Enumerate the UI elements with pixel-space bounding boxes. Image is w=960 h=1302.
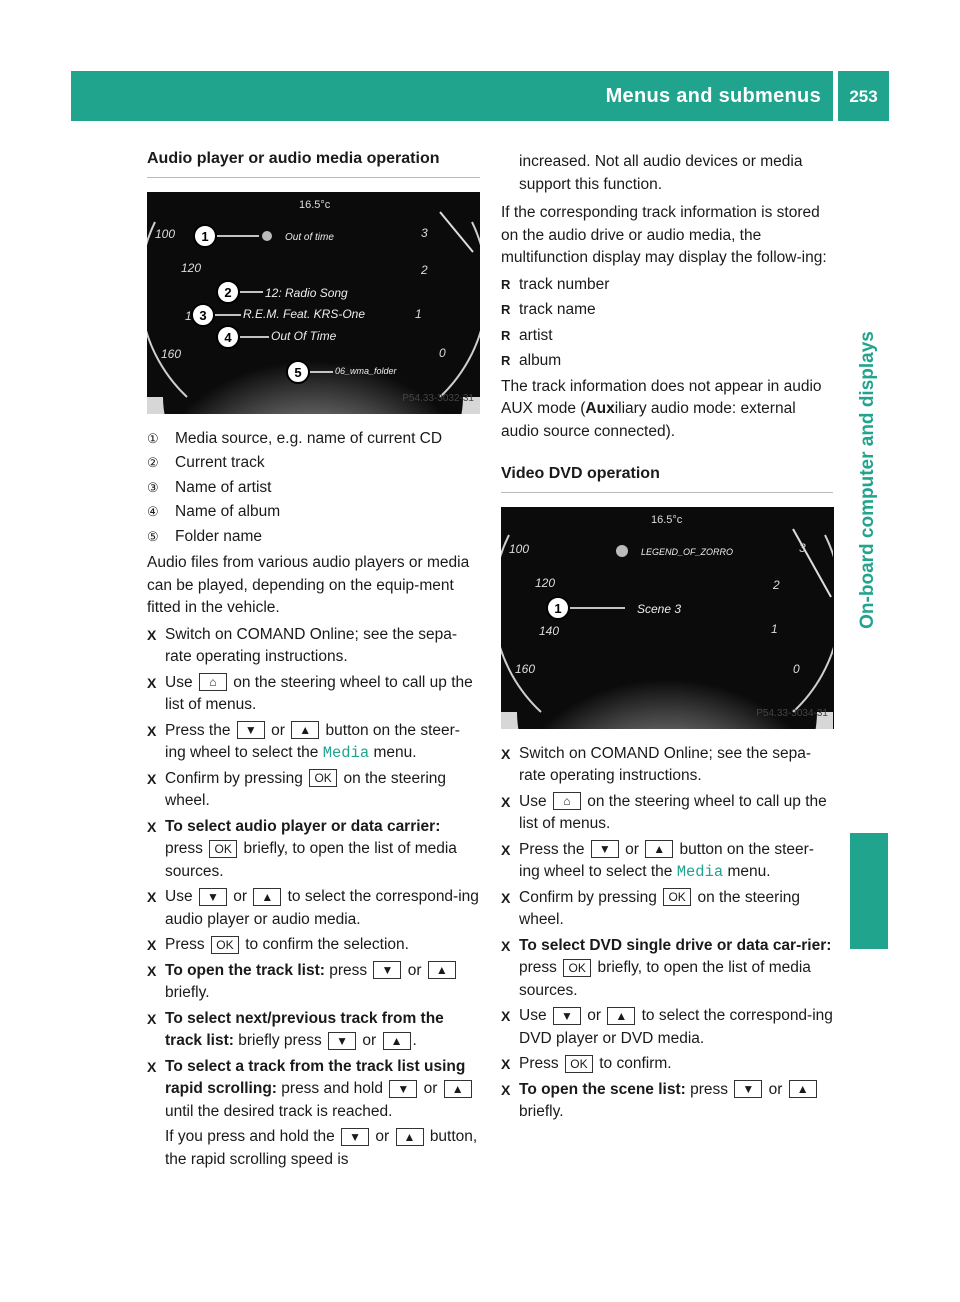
- down-arrow-icon: ▼: [734, 1080, 762, 1098]
- speed-label: 160: [515, 661, 536, 676]
- step: X To select next/previous track from the track list: briefly press ▼ or ▲ .: [147, 1009, 444, 1049]
- step-marker-icon: X: [501, 841, 511, 858]
- step-marker-icon: X: [147, 1058, 157, 1075]
- speed-label: 120: [535, 575, 556, 590]
- list-item: R track number: [501, 274, 833, 297]
- speed-label: 120: [181, 260, 202, 275]
- speed-label: 160: [161, 346, 182, 361]
- header-title: Menus and submenus: [605, 85, 821, 107]
- step: X To open the track list: press ▼ or ▲ briefly.: [147, 960, 480, 1005]
- up-arrow-icon: ▲: [253, 888, 281, 906]
- bullet-marker-icon: R: [501, 302, 511, 317]
- up-arrow-icon: ▲: [789, 1080, 817, 1098]
- callout-1: 1: [201, 228, 209, 244]
- display-line-album: Out Of Time: [271, 328, 337, 343]
- step-marker-icon: X: [501, 1056, 511, 1072]
- step-marker-icon: X: [147, 722, 157, 739]
- rpm-label: 2: [421, 262, 428, 277]
- step: X Confirm by pressing OK on the steering wheel.: [147, 769, 446, 809]
- step-marker-icon: X: [147, 962, 157, 979]
- info-paragraph: If the corresponding track information is stored on the audio drive or audio media, the multifunction display may display the follow-ing:: [501, 204, 827, 266]
- step-marker-icon: X: [501, 745, 511, 762]
- home-icon: ⌂: [553, 792, 581, 810]
- step-marker-icon: X: [147, 674, 157, 691]
- step: X To select DVD single drive or data car-rier: press OK briefly, to open the list of media sources.: [501, 936, 832, 999]
- rpm-label: 0: [793, 661, 800, 676]
- rpm-label: 1: [771, 621, 778, 636]
- step-marker-icon: X: [501, 793, 511, 810]
- step: X To select audio player or data carrier: press OK briefly, to open the list of media sources.: [147, 817, 457, 880]
- figure-video-display: [501, 507, 834, 729]
- step-marker-icon: X: [501, 937, 511, 954]
- legend-item: ④ Name of album: [147, 503, 281, 520]
- display-line-source: Out of time: [285, 231, 334, 243]
- up-arrow-icon: ▲: [428, 961, 456, 979]
- figure-audio-display: [147, 192, 480, 414]
- header-bar: [71, 71, 833, 121]
- step: X To select a track from the track list using rapid scrolling: press and hold ▼ or ▲ until the desired track is reached. If you press and hold the ▼ or ▲ button, the rapid scrolling speed is: [147, 1057, 478, 1168]
- step: X Press OK to confirm.: [501, 1053, 833, 1076]
- continued-text: increased. Not all audio devices or media support this function.: [519, 153, 803, 193]
- down-arrow-icon: ▼: [591, 840, 619, 858]
- callout-2: 2: [224, 284, 232, 300]
- step-marker-icon: X: [501, 1081, 511, 1098]
- temperature-readout: 16.5°c: [299, 198, 331, 211]
- up-arrow-icon: ▲: [396, 1128, 424, 1146]
- right-column: [501, 151, 833, 1127]
- legend-item: ⑤ Folder name: [147, 527, 263, 545]
- down-arrow-icon: ▼: [237, 721, 265, 739]
- step-marker-icon: X: [147, 818, 157, 835]
- disc-icon: [262, 231, 272, 241]
- step: X Press OK to confirm the selection.: [147, 934, 480, 957]
- step-marker-icon: X: [147, 770, 157, 787]
- down-arrow-icon: ▼: [553, 1007, 581, 1025]
- step: X Use ▼ or ▲ to select the correspond-ing DVD player or DVD media.: [501, 1007, 833, 1047]
- ok-icon: OK: [563, 959, 591, 977]
- side-tab: [848, 140, 888, 820]
- step-marker-icon: X: [147, 626, 157, 643]
- ok-icon: OK: [309, 769, 337, 787]
- rpm-label: 0: [439, 345, 446, 360]
- step: X Use ▼ or ▲ to select the correspond-ing audio player or audio media.: [147, 888, 479, 928]
- display-line-source: LEGEND_OF_ZORRO: [641, 546, 734, 557]
- step: X Switch on COMAND Online; see the sepa-rate operating instructions.: [147, 625, 458, 665]
- up-arrow-icon: ▲: [383, 1032, 411, 1050]
- up-arrow-icon: ▲: [444, 1080, 472, 1098]
- down-arrow-icon: ▼: [373, 961, 401, 979]
- up-arrow-icon: ▲: [607, 1007, 635, 1025]
- display-line-scene: Scene 3: [637, 601, 682, 616]
- legend-item: ② Current track: [147, 454, 265, 471]
- callout-5: 5: [294, 364, 302, 380]
- down-arrow-icon: ▼: [328, 1032, 356, 1050]
- rpm-label: 3: [421, 225, 428, 240]
- list-item: R artist: [501, 325, 833, 348]
- speed-label: 100: [155, 226, 176, 241]
- step: X Use ⌂ on the steering wheel to call up the list of menus.: [501, 792, 827, 832]
- callout-3: 3: [199, 307, 207, 323]
- speed-label: 140: [539, 623, 560, 638]
- side-tab-label: On-board computer and displays: [857, 331, 878, 629]
- aux-paragraph: The track information does not appear in audio AUX mode (Auxiliary audio mode: external audio source connected).: [501, 377, 822, 440]
- side-tab-marker: [850, 833, 888, 949]
- figure-code: P54.33-3034-31: [756, 708, 828, 719]
- up-arrow-icon: ▲: [645, 840, 673, 858]
- ok-icon: OK: [209, 840, 237, 858]
- down-arrow-icon: ▼: [341, 1128, 369, 1146]
- step-marker-icon: X: [147, 937, 157, 953]
- step-marker-icon: X: [147, 889, 157, 905]
- display-line-track: 12: Radio Song: [265, 285, 348, 300]
- step: X Use ⌂ on the steering wheel to call up the list of menus.: [147, 673, 473, 713]
- rpm-label: 1: [415, 306, 422, 321]
- step: X Switch on COMAND Online; see the sepa-rate operating instructions.: [501, 744, 812, 784]
- bullet-marker-icon: R: [501, 353, 511, 368]
- down-arrow-icon: ▼: [389, 1080, 417, 1098]
- section-title-video: Video DVD operation: [501, 463, 833, 493]
- up-arrow-icon: ▲: [291, 721, 319, 739]
- speed-label: 100: [509, 541, 530, 556]
- home-icon: ⌂: [199, 673, 227, 691]
- step-marker-icon: X: [501, 889, 511, 906]
- list-item: R album: [501, 350, 833, 373]
- rpm-label: 3: [799, 540, 806, 555]
- display-line-folder: 06_wma_folder: [335, 365, 397, 376]
- ok-icon: OK: [565, 1055, 593, 1073]
- display-line-artist: R.E.M. Feat. KRS-One: [243, 306, 366, 321]
- step: X To open the scene list: press ▼ or ▲ briefly.: [501, 1079, 833, 1124]
- left-column: [147, 148, 480, 1174]
- step-marker-icon: X: [501, 1008, 511, 1024]
- callout-1: 1: [554, 600, 562, 616]
- legend-item: ③ Name of artist: [147, 478, 272, 496]
- dvd-disc-icon: [616, 545, 628, 557]
- bullet-marker-icon: R: [501, 327, 511, 343]
- step: X Press the ▼ or ▲ button on the steer-ing wheel to select the Media menu.: [501, 840, 814, 881]
- speed-label: 1: [185, 308, 192, 323]
- rpm-label: 2: [773, 577, 780, 592]
- step: X Press the ▼ or ▲ button on the steer-ing wheel to select the Media menu.: [147, 721, 460, 762]
- page-number: 253: [849, 87, 878, 106]
- page-number-box: [838, 71, 889, 121]
- bullet-marker-icon: R: [501, 276, 511, 292]
- step-marker-icon: X: [147, 1010, 157, 1027]
- intro-paragraph: Audio files from various audio players or media can be played, depending on the equip-ment fitted in the vehicle.: [147, 554, 470, 616]
- ok-icon: OK: [211, 936, 239, 954]
- down-arrow-icon: ▼: [199, 888, 227, 906]
- section-title-audio: Audio player or audio media operation: [147, 148, 480, 178]
- list-item: R track name: [501, 299, 833, 322]
- temperature-readout: 16.5°c: [651, 513, 683, 526]
- figure-code: P54.33-3032-31: [402, 393, 474, 404]
- callout-4: 4: [224, 329, 232, 345]
- step: X Confirm by pressing OK on the steering wheel.: [501, 888, 800, 928]
- legend-item: ① Media source, e.g. name of current CD: [147, 429, 443, 447]
- ok-icon: OK: [663, 888, 691, 906]
